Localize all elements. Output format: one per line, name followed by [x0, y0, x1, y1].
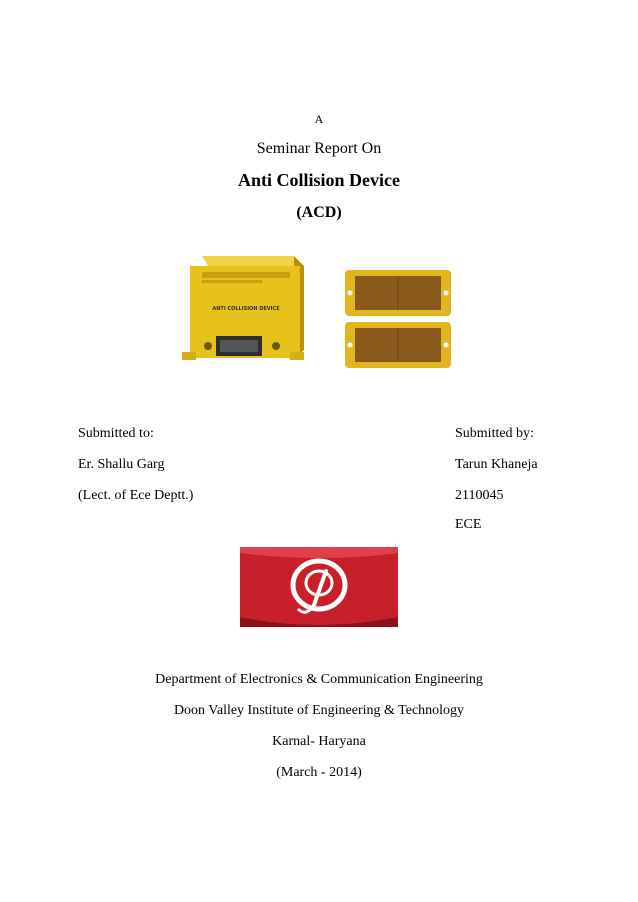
- submitted-to-designation: (Lect. of Ece Deptt.): [78, 488, 194, 503]
- reflector-image-bottom: [345, 322, 451, 368]
- cover-a-line: A: [314, 112, 324, 126]
- institute-logo-icon: [240, 547, 398, 627]
- submitted-by-roll-no: 2110045: [455, 488, 504, 503]
- submitted-to-heading: Submitted to:: [78, 426, 154, 441]
- submitted-by-name: Tarun Khaneja: [455, 457, 538, 472]
- institute-location: Karnal- Haryana: [272, 734, 366, 749]
- submitted-by-branch: ECE: [455, 517, 482, 532]
- report-abbreviation: (ACD): [296, 204, 342, 221]
- submitted-to-name: Er. Shallu Garg: [78, 457, 165, 472]
- anti-collision-device-image: [180, 252, 306, 364]
- report-date: (March - 2014): [276, 765, 362, 780]
- department-name: Department of Electronics & Communication Engineering: [155, 672, 483, 687]
- device-label: ANTI COLLISION DEVICE: [212, 306, 280, 312]
- submitted-by-heading: Submitted by:: [455, 426, 534, 441]
- report-title: Anti Collision Device: [238, 170, 400, 190]
- institute-name: Doon Valley Institute of Engineering & Technology: [173, 703, 465, 718]
- seminar-report-line: Seminar Report On: [256, 140, 382, 157]
- reflector-image-top: [345, 270, 451, 316]
